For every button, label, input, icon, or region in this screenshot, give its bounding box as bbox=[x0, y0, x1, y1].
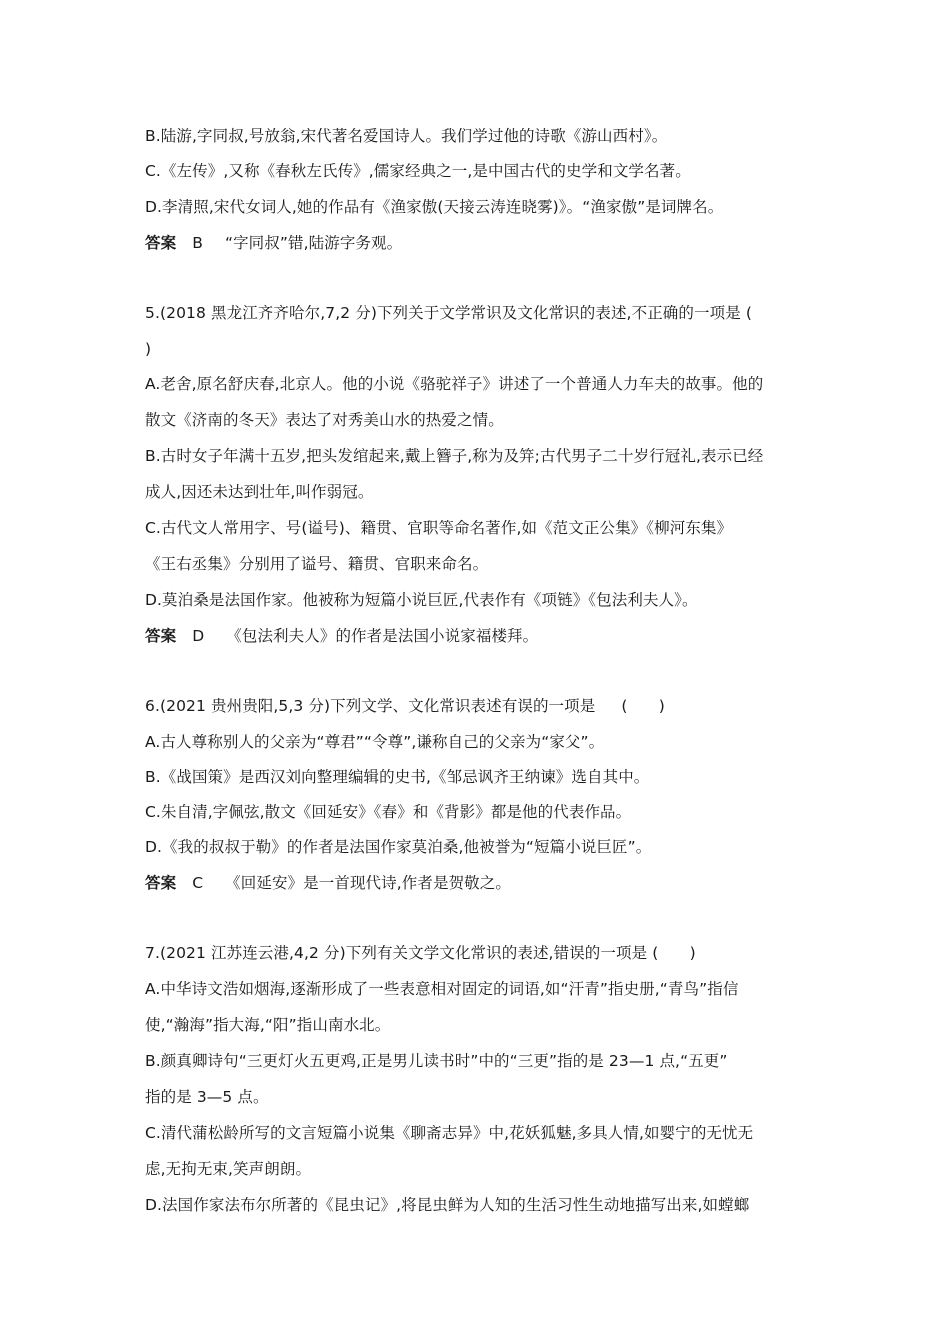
q6-stem-text: 6.(2021 贵州贵阳,5,3 分)下列文学、文化常识表述有误的一项是 bbox=[145, 697, 596, 715]
q5-stem-paren: ) bbox=[145, 340, 152, 358]
answer-paren: ( ) bbox=[621, 697, 665, 715]
q5-option-a-cont: 散文《济南的冬天》表达了对秀美山水的热爱之情。 bbox=[145, 411, 504, 429]
q4-answer bbox=[145, 233, 815, 253]
q6-option-a: A.古人尊称别人的父亲为“尊君”“令尊”,谦称自己的父亲为“家父”。 bbox=[145, 733, 605, 751]
answer-label: 答案 bbox=[145, 874, 177, 892]
answer-explanation: 《回延安》是一首现代诗,作者是贺敬之。 bbox=[225, 874, 511, 892]
q7-stem: 7.(2021 江苏连云港,4,2 分)下列有关文学文化常识的表述,错误的一项是 ( ) bbox=[145, 944, 696, 962]
q7-option-d: D.法国作家法布尔所著的《昆虫记》,将昆虫鲜为人知的生活习性生动地描写出来,如螳螂 bbox=[145, 1196, 750, 1214]
answer-explanation: “字同叔”错,陆游字务观。 bbox=[224, 234, 403, 252]
q7-option-a: A.中华诗文浩如烟海,逐渐形成了一些表意相对固定的词语,如“汗青”指史册,“青鸟”指信 bbox=[145, 980, 739, 998]
q5-option-d: D.莫泊桑是法国作家。他被称为短篇小说巨匠,代表作有《项链》《包法利夫人》。 bbox=[145, 591, 698, 609]
q6-option-c: C.朱自清,字佩弦,散文《回延安》《春》和《背影》都是他的代表作品。 bbox=[145, 803, 632, 821]
q7-option-b-cont: 指的是 3—5 点。 bbox=[145, 1088, 269, 1106]
q4-option-b: B.陆游,字同叔,号放翁,宋代著名爱国诗人。我们学过他的诗歌《游山西村》。 bbox=[145, 127, 668, 145]
q5-option-a: A.老舍,原名舒庆春,北京人。他的小说《骆驼祥子》讲述了一个普通人力车夫的故事。他的 bbox=[145, 375, 764, 393]
q7-option-b: B.颜真卿诗句“三更灯火五更鸡,正是男儿读书时”中的“三更”指的是 23—1 点,“五更” bbox=[145, 1052, 728, 1070]
q6-option-d: D.《我的叔叔于勒》的作者是法国作家莫泊桑,他被誉为“短篇小说巨匠”。 bbox=[145, 838, 652, 856]
q4-option-d: D.李清照,宋代女词人,她的作品有《渔家傲(天接云涛连晓雾)》。“渔家傲”是词牌名。 bbox=[145, 198, 724, 216]
answer-letter: B bbox=[192, 234, 203, 252]
q7-option-c-cont: 虑,无拘无束,笑声朗朗。 bbox=[145, 1160, 312, 1178]
answer-letter: C bbox=[192, 874, 204, 892]
q6-stem bbox=[145, 696, 815, 716]
q5-option-b-cont: 成人,因还未达到壮年,叫作弱冠。 bbox=[145, 483, 374, 501]
q5-option-b: B.古时女子年满十五岁,把头发绾起来,戴上簪子,称为及笄;古代男子二十岁行冠礼,表示已经 bbox=[145, 447, 764, 465]
q4-option-c: C.《左传》,又称《春秋左氏传》,儒家经典之一,是中国古代的史学和文学名著。 bbox=[145, 162, 691, 180]
q5-answer bbox=[145, 626, 815, 646]
answer-label: 答案 bbox=[145, 627, 177, 645]
q5-stem: 5.(2018 黑龙江齐齐哈尔,7,2 分)下列关于文学常识及文化常识的表述,不正确的一项是 ( bbox=[145, 304, 752, 322]
q7-option-a-cont: 使,“瀚海”指大海,“阳”指山南水北。 bbox=[145, 1016, 391, 1034]
q6-option-b: B.《战国策》是西汉刘向整理编辑的史书,《邹忌讽齐王纳谏》选自其中。 bbox=[145, 768, 650, 786]
q6-answer bbox=[145, 873, 815, 893]
answer-letter: D bbox=[192, 627, 205, 645]
answer-label: 答案 bbox=[145, 234, 177, 252]
q5-option-c: C.古代文人常用字、号(谥号)、籍贯、官职等命名著作,如《范文正公集》《柳河东集》 bbox=[145, 519, 733, 537]
answer-explanation: 《包法利夫人》的作者是法国小说家福楼拜。 bbox=[226, 627, 539, 645]
q5-option-c-cont: 《王右丞集》分别用了谥号、籍贯、官职来命名。 bbox=[145, 555, 489, 573]
q7-option-c: C.清代蒲松龄所写的文言短篇小说集《聊斋志异》中,花妖狐魅,多具人情,如婴宁的无忧无 bbox=[145, 1124, 754, 1142]
